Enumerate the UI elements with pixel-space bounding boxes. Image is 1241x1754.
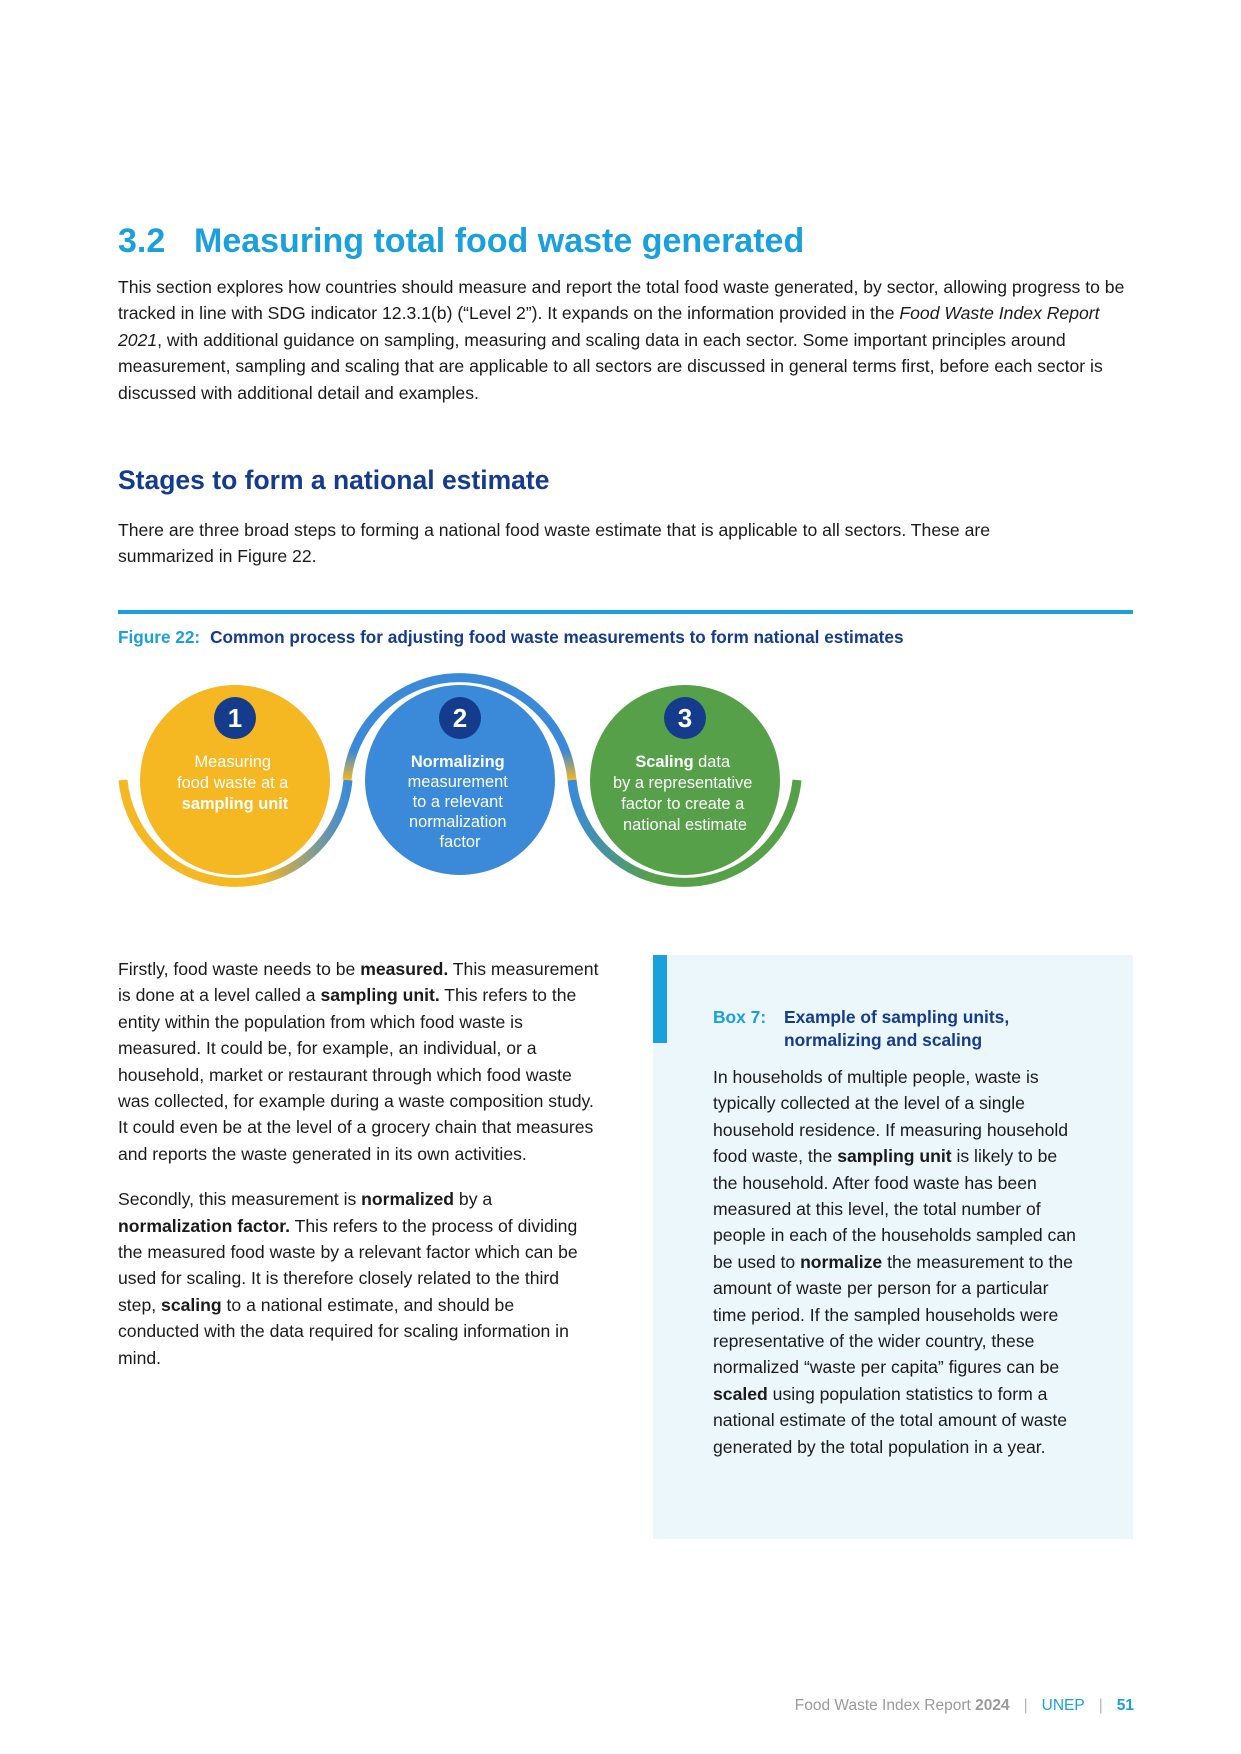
section-number: 3.2: [118, 222, 166, 260]
page-footer: [795, 1697, 1134, 1715]
step-2-badge: [439, 697, 481, 739]
page-number: 51: [1116, 1697, 1134, 1714]
step-1-label: Measuring food waste at a sampling unit: [177, 753, 289, 813]
intro-text: This section explores how countries should measure and report the total food waste generated, by sector, allowing progress to be tracked in line with SDG indicator 12.3.1(b) (“Level 2”). It expands on the information provided in the: [118, 277, 1125, 324]
footer-org: UNEP: [1041, 1697, 1085, 1714]
figure-divider: [118, 610, 1133, 614]
step-3-badge: [664, 697, 706, 739]
section-title: [118, 222, 804, 261]
body-text-column: [118, 956, 600, 1390]
paragraph-measured: Firstly, food waste needs to be measured. This measurement is done at a level called a sampling unit. This refers to the entity within the population from which food waste is measured. It could be, for example, an individual, or a household, market or restaurant through which food waste was collected, for example during a waste composition study. It could even be at the level of a grocery chain that measures and reports the waste generated in its own activities.: [118, 959, 599, 1164]
footer-separator: |: [1023, 1697, 1028, 1714]
report-title-italic: Food Waste Index Report 2021: [118, 303, 1100, 350]
step-1-number: 1: [227, 703, 243, 733]
box-body: In households of multiple people, waste is typically collected at the level of a single household residence. If measuring household food waste, the sampling unit is likely to be the household. After food waste has been measured at this level, the total number of people in each of the households sampled can be used to normalize the measurement to the amount of waste per person for a particular time period. If the sampled households were representative of the wider country, these normalized “waste per capita” figures can be scaled using population statistics to form a national estimate of the total amount of waste generated by the total population in a year.: [713, 1067, 1076, 1457]
section-title-text: Measuring total food waste generated: [194, 222, 805, 260]
figure-title: Common process for adjusting food waste measurements to form national estimates: [210, 627, 904, 647]
box-title-text: Example of sampling units, normalizing and scaling: [784, 1007, 1010, 1050]
paragraph-normalized: Secondly, this measurement is normalized by a normalization factor. This refers to the process of dividing the measured food waste by a relevant factor which can be used for scaling. It is therefore closely related to the third step, scaling to a national estimate, and should be conducted with the data required for scaling information in mind.: [118, 1189, 578, 1368]
box-label: Box 7:: [713, 1007, 767, 1027]
process-diagram: [0, 640, 1241, 930]
step-2-label: Normalizing measurement to a relevant normalization factor: [407, 753, 508, 851]
stages-intro: There are three broad steps to forming a national food waste estimate that is applicable to all sectors. These are summarized in Figure 22.: [118, 520, 991, 567]
intro-text-cont: , with additional guidance on sampling, measuring and scaling data in each sector. Some important principles around measurement, sampling and scaling that are applicable to all sectors are discussed in general terms first, before each sector is discussed with additional detail and examples.: [118, 329, 1103, 403]
footer-year: 2024: [975, 1697, 1010, 1714]
step-3-label: Scaling data by a representative factor to create a national estimate: [613, 753, 753, 834]
box-title: [713, 1006, 1093, 1052]
stages-heading: Stages to form a national estimate: [118, 465, 550, 495]
step-2-number: 2: [452, 703, 468, 733]
step-3-number: 3: [677, 703, 693, 733]
step-1-badge: [214, 697, 256, 739]
footer-report: Food Waste Index Report: [794, 1697, 971, 1714]
figure-label: Figure 22:: [118, 627, 201, 647]
footer-separator: |: [1098, 1697, 1103, 1714]
intro-paragraph: [118, 274, 1133, 406]
box-accent-bar: [653, 955, 667, 1043]
